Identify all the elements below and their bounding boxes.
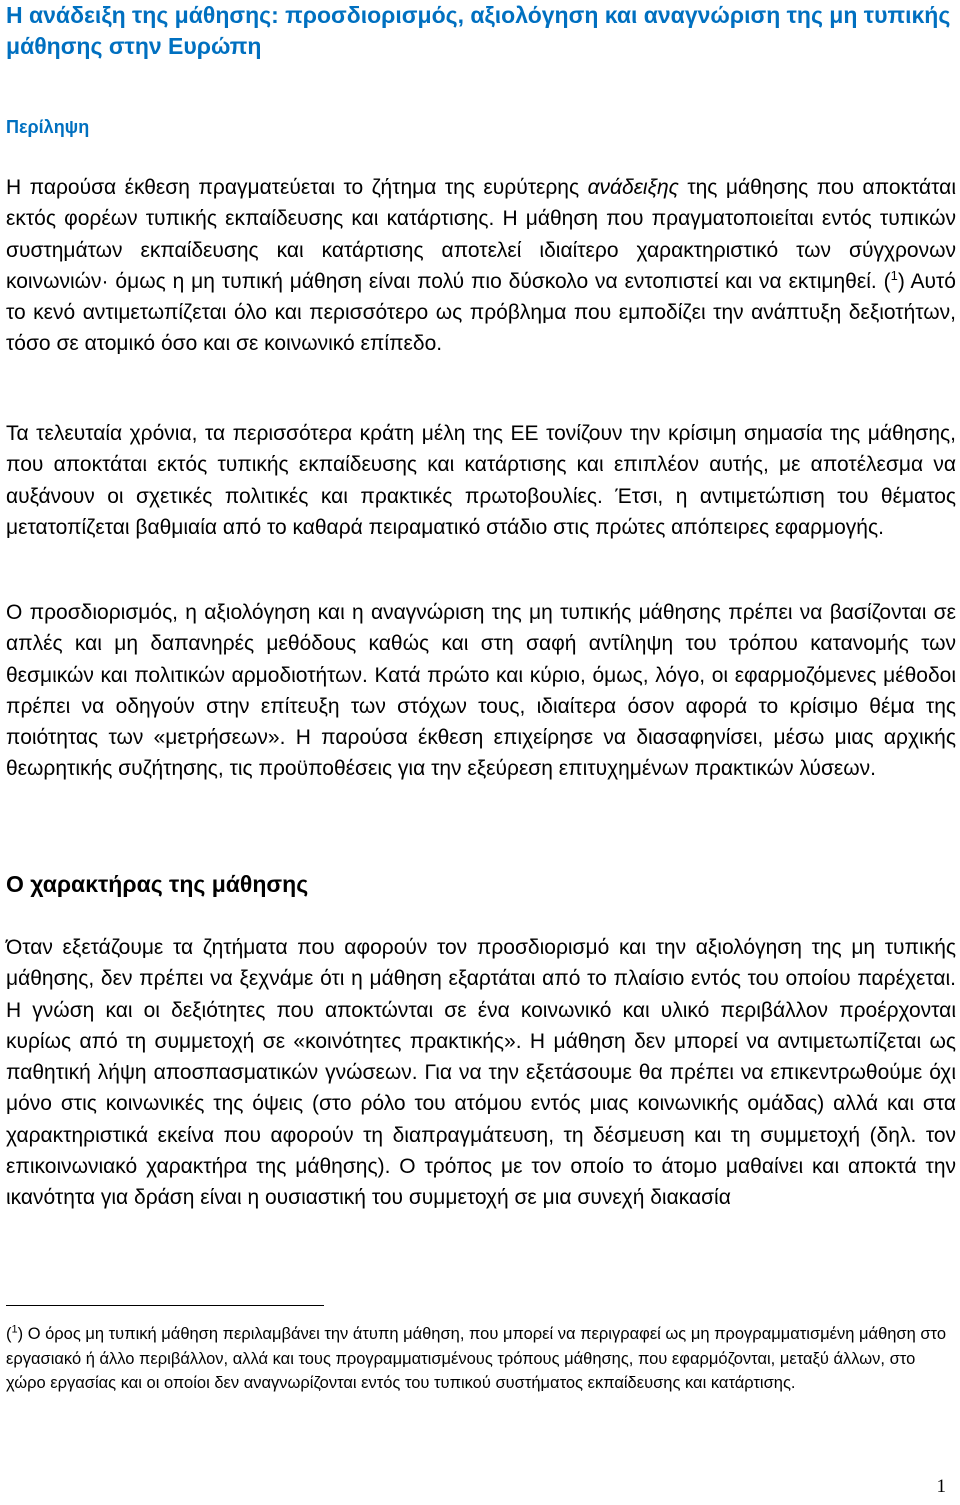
page-number: 1 xyxy=(936,1476,946,1497)
section-paragraph-1: Όταν εξετάζουμε τα ζητήματα που αφορούν τον προσδιορισμό και την αξιολόγηση της μη τυπικής μάθησης, δεν πρέπει να ξεχνάμε ότι η μάθηση εξαρτάται από το πλαίσιο εντός του οποίου παρέχεται. Η γνώση και οι δεξιότητες που αποκτώνται σε ένα κοινωνικό και υλικό περιβάλλον προέρχονται κυρίως από τη συμμετοχή σε «κοινότητες πρακτικής». Η μάθηση δεν μπορεί να αντιμετωπίζεται ως παθητική λήψη αποσπασματικών γνώσεων. Για να την εξετάσουμε θα πρέπει να επικεντρωθούμε όχι μόνο στις κοινωνικές της όψεις (στο ρόλο του ατόμου εντός μιας κοινωνικής ομάδας) αλλά και στα χαρακτηριστικά εκείνα που αφορούν τη διαπραγμάτευση, τη δέσμευση και τη συμμετοχή (δηλ. τον επικοινωνιακό χαρακτήρα της μάθησης). Ο τρόπος με τον οποίο το άτομο μαθαίνει και αποκτά την ικανότητα για δράση είναι η ουσιαστική του συμμετοχή σε μια συνεχή διακασία xyxy=(6,936,956,1210)
abstract-paragraph-2: Τα τελευταία χρόνια, τα περισσότερα κράτη μέλη της ΕΕ τονίζουν την κρίσιμη σημασία της μάθησης, που αποκτάται εκτός τυπικής εκπαίδευσης και κατάρτισης και επιπλέον αυτής, με αποτέλεσμα να αυξάνουν οι σχετικές πολιτικές και πρακτικές πρωτοβουλίες. Έτσι, η αντιμετώπιση του θέματος μετατοπίζεται βαθμιαία από το καθαρά πειραματικό στάδιο στις πρώτες απόπειρες εφαρμογής. xyxy=(6,422,956,539)
footnote-open-paren: ( xyxy=(6,1325,12,1343)
section-heading: Ο χαρακτήρας της μάθησης xyxy=(6,871,309,897)
p1-emphasis: ανάδειξης xyxy=(587,176,679,199)
abstract-paragraph-1 xyxy=(6,172,956,360)
footnote-text: ) Ο όρος μη τυπική μάθηση περιλαμβάνει την άτυπη μάθηση, που μπορεί να περιγραφεί ως μη προγραμματισμένη μάθηση στο εργασιακό ή άλλο περιβάλλον, αλλά και τους προγραμματισμένους τρόπους μάθησης, που εφαρμόζονται, μεταξύ άλλων, στο χώρο εργασίας και οι οποίοι δεν αναγνωρίζονται εντός του τυπικού συστήματος εκπαίδευσης και κατάρτισης. xyxy=(6,1325,947,1392)
footnote-marker: 1 xyxy=(11,1323,18,1336)
footnote-separator xyxy=(6,1305,324,1306)
p1-text-b: της μάθησης που αποκτάται εκτός φορέων τυπικής εκπαίδευσης και κατάρτισης. Η μάθηση που πραγματοποιείται εντός τυπικών συστημάτων εκπαίδευσης και κατάρτισης αποτελεί ιδιαίτερο χαρακτηριστικό των σύγχρονων κοινωνιών· όμως η μη τυπική μάθηση είναι πολύ πιο δύσκολο να εντοπιστεί και να εκτιμηθεί. ( xyxy=(6,176,956,293)
abstract-heading: Περίληψη xyxy=(6,117,90,137)
page-title: Η ανάδειξη της μάθησης: προσδιορισμός, αξιολόγηση και αναγνώριση της μη τυπικής μάθησης στην Ευρώπη xyxy=(6,2,951,59)
footnote xyxy=(6,1322,956,1396)
footnote-reference: 1 xyxy=(890,267,898,283)
p1-text-c: ) Αυτό το κενό αντιμετωπίζεται όλο και περισσότερο ως πρόβλημα που εμποδίζει την ανάπτυξη δεξιοτήτων, τόσο σε ατομικό όσο και σε κοινωνικό επίπεδο. xyxy=(6,269,956,356)
p1-text-a: Η παρούσα έκθεση πραγματεύεται το ζήτημα της ευρύτερης xyxy=(6,176,588,199)
abstract-paragraph-3: Ο προσδιορισμός, η αξιολόγηση και η αναγνώριση της μη τυπικής μάθησης πρέπει να βασίζονται σε απλές και μη δαπανηρές μεθόδους καθώς και στη σαφή αντίληψη του τρόπου κατανομής των θεσμικών και πολιτικών αρμοδιοτήτων. Κατά πρώτο και κύριο, όμως, λόγο, οι εφαρμοζόμενες μέθοδοι πρέπει να οδηγούν στην επίτευξη των στόχων τους, ιδιαίτερα όσον αφορά το κρίσιμο θέμα της ποιότητας των «μετρήσεων». Η παρούσα έκθεση επιχείρησε να διασαφηνίσει, μέσω μιας αρχικής θεωρητικής συζήτησης, τις προϋποθέσεις για την εξεύρεση επιτυχημένων πρακτικών λύσεων. xyxy=(6,601,956,781)
